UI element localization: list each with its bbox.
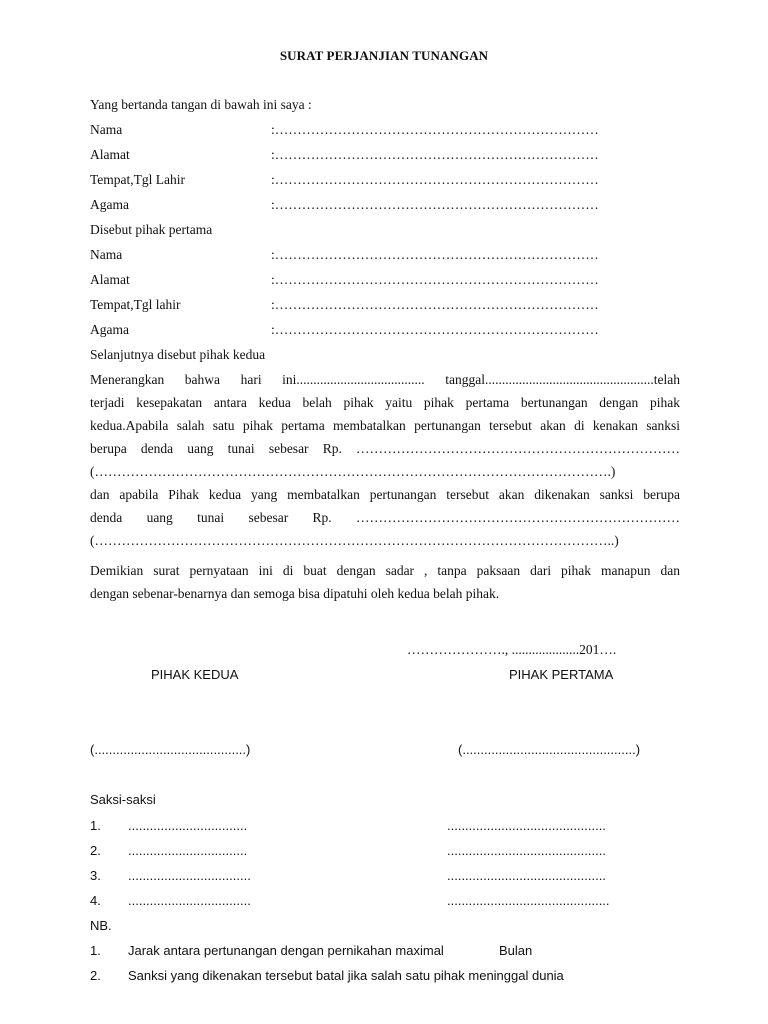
witness-line-left: .................................	[128, 843, 248, 858]
party1-religion-label: Agama	[90, 197, 129, 212]
party1-religion-field: :………………………………………………………………	[271, 197, 599, 212]
body-line: berupa denda uang tunai sebesar Rp. ………………………………………………………………	[90, 441, 680, 456]
witness-line-left: ..................................	[128, 893, 251, 908]
signature-label-right: PIHAK PERTAMA	[509, 667, 614, 682]
party1-address-label: Alamat	[90, 147, 130, 162]
body-line: dan apabila Pihak kedua yang membatalkan pertunangan tersebut akan dikenakan sanksi berupa	[90, 487, 680, 502]
signature-line-right: (................................................)	[458, 742, 641, 757]
note-number: 2.	[90, 968, 101, 983]
body-line: terjadi kesepakatan antara kedua belah pihak yaitu pihak pertama bertunangan dengan pihak	[90, 395, 680, 410]
party2-caption: Selanjutnya disebut pihak kedua	[90, 347, 266, 362]
party1-birth-label: Tempat,Tgl Lahir	[90, 172, 186, 187]
place-date: …………………., ....................201….	[407, 642, 617, 657]
party2-name-label: Nama	[90, 247, 123, 262]
party2-religion-field: :………………………………………………………………	[271, 322, 599, 337]
body-line: denda uang tunai sebesar Rp. ………………………………………………………………	[90, 510, 680, 525]
witness-number: 1.	[90, 818, 101, 833]
party1-name-label: Nama	[90, 122, 123, 137]
party2-birth-field: :………………………………………………………………	[271, 297, 599, 312]
witness-number: 3.	[90, 868, 101, 883]
party2-name-field: :………………………………………………………………	[271, 247, 599, 262]
party1-address-field: :………………………………………………………………	[271, 147, 599, 162]
note-text: Jarak antara pertunangan dengan pernikahan maximal	[128, 943, 444, 958]
body-line: kedua.Apabila salah satu pihak pertama membatalkan pertunangan tersebut akan di kenakan sanksi	[90, 418, 680, 433]
body-line: (…………………………………………………………………………………………………….)	[90, 464, 616, 479]
party2-religion-label: Agama	[90, 322, 129, 337]
witness-line-left: .................................	[128, 818, 248, 833]
closing-line: Demikian surat pernyataan ini di buat dengan sadar , tanpa paksaan dari pihak manapun dan	[90, 563, 680, 578]
witness-line-right: .............................................	[447, 893, 610, 908]
witness-line-right: ............................................	[447, 818, 606, 833]
witness-number: 4.	[90, 893, 101, 908]
party2-address-field: :………………………………………………………………	[271, 272, 599, 287]
closing-line: dengan sebenar-benarnya dan semoga bisa dipatuhi oleh kedua belah pihak.	[90, 586, 500, 601]
document-title: SURAT PERJANJIAN TUNANGAN	[279, 48, 489, 63]
intro-text: Yang bertanda tangan di bawah ini saya :	[90, 97, 312, 112]
notes-heading: NB.	[90, 918, 112, 933]
signature-line-left: (..........................................)	[90, 742, 251, 757]
note-number: 1.	[90, 943, 101, 958]
party2-birth-label: Tempat,Tgl lahir	[90, 297, 181, 312]
body-line: (……………………………………………………………………………………………………..)	[90, 533, 619, 548]
witness-line-right: ............................................	[447, 843, 606, 858]
party1-birth-field: :………………………………………………………………	[271, 172, 599, 187]
party1-name-field: :………………………………………………………………	[271, 122, 599, 137]
party1-caption: Disebut pihak pertama	[90, 222, 213, 237]
signature-label-left: PIHAK KEDUA	[151, 667, 239, 682]
note-suffix: Bulan	[499, 943, 533, 958]
body-line: Menerangkan bahwa hari ini...................................... tanggal..................................................telah	[90, 372, 680, 387]
witness-number: 2.	[90, 843, 101, 858]
witness-line-right: ............................................	[447, 868, 606, 883]
party2-address-label: Alamat	[90, 272, 130, 287]
witness-line-left: ..................................	[128, 868, 251, 883]
witness-heading: Saksi-saksi	[90, 792, 156, 807]
note-text: Sanksi yang dikenakan tersebut batal jika salah satu pihak meninggal dunia	[128, 968, 564, 983]
